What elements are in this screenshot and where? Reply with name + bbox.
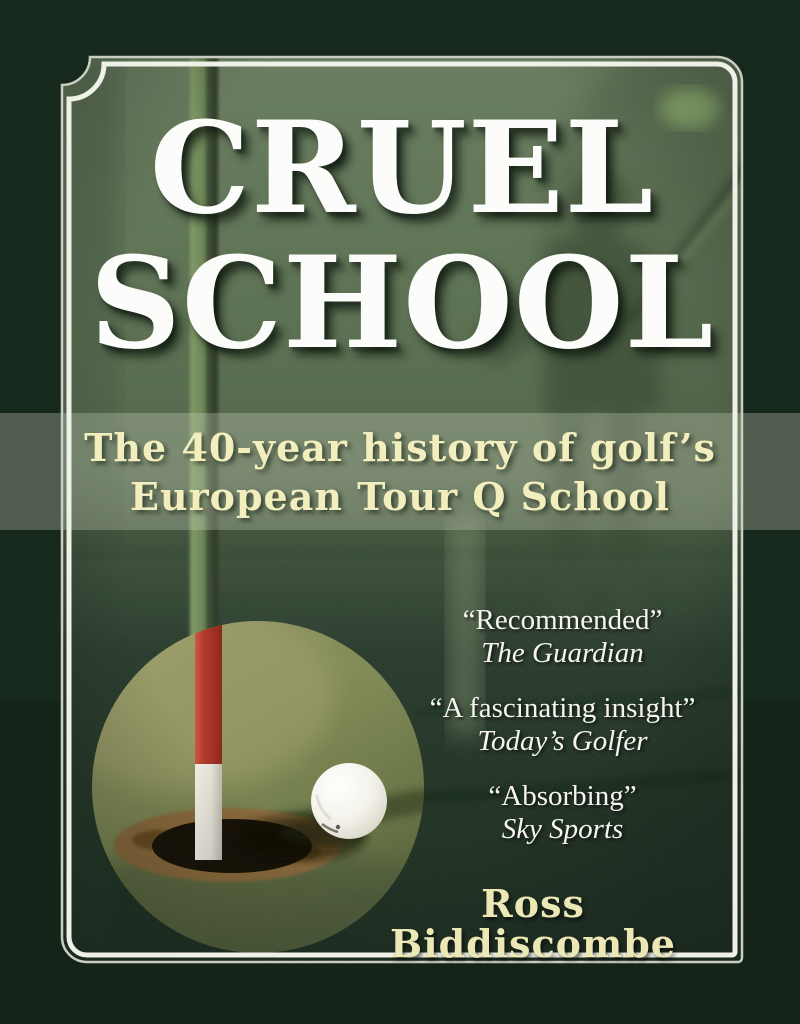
quote-source: The Guardian (481, 637, 644, 669)
book-subtitle (0, 413, 800, 530)
review-quote (330, 780, 795, 846)
quote-source: Sky Sports (501, 813, 624, 845)
review-quote (330, 604, 795, 670)
review-quotes (330, 604, 795, 868)
quote-source: Today’s Golfer (477, 725, 648, 757)
quote-text: “A fascinating insight” (429, 692, 696, 724)
book-title (62, 94, 742, 377)
subtitle-line-1: The 40-year history of golf’s (84, 424, 716, 470)
subtitle-line-2: European Tour Q School (130, 473, 670, 519)
quote-text: “Recommended” (462, 604, 663, 636)
review-quote (330, 692, 795, 758)
quote-text: “Absorbing” (488, 780, 637, 812)
title-line-1: CRUEL (149, 94, 655, 242)
title-line-2: SCHOOL (89, 229, 715, 377)
author-name: Ross Biddiscombe (390, 881, 676, 966)
